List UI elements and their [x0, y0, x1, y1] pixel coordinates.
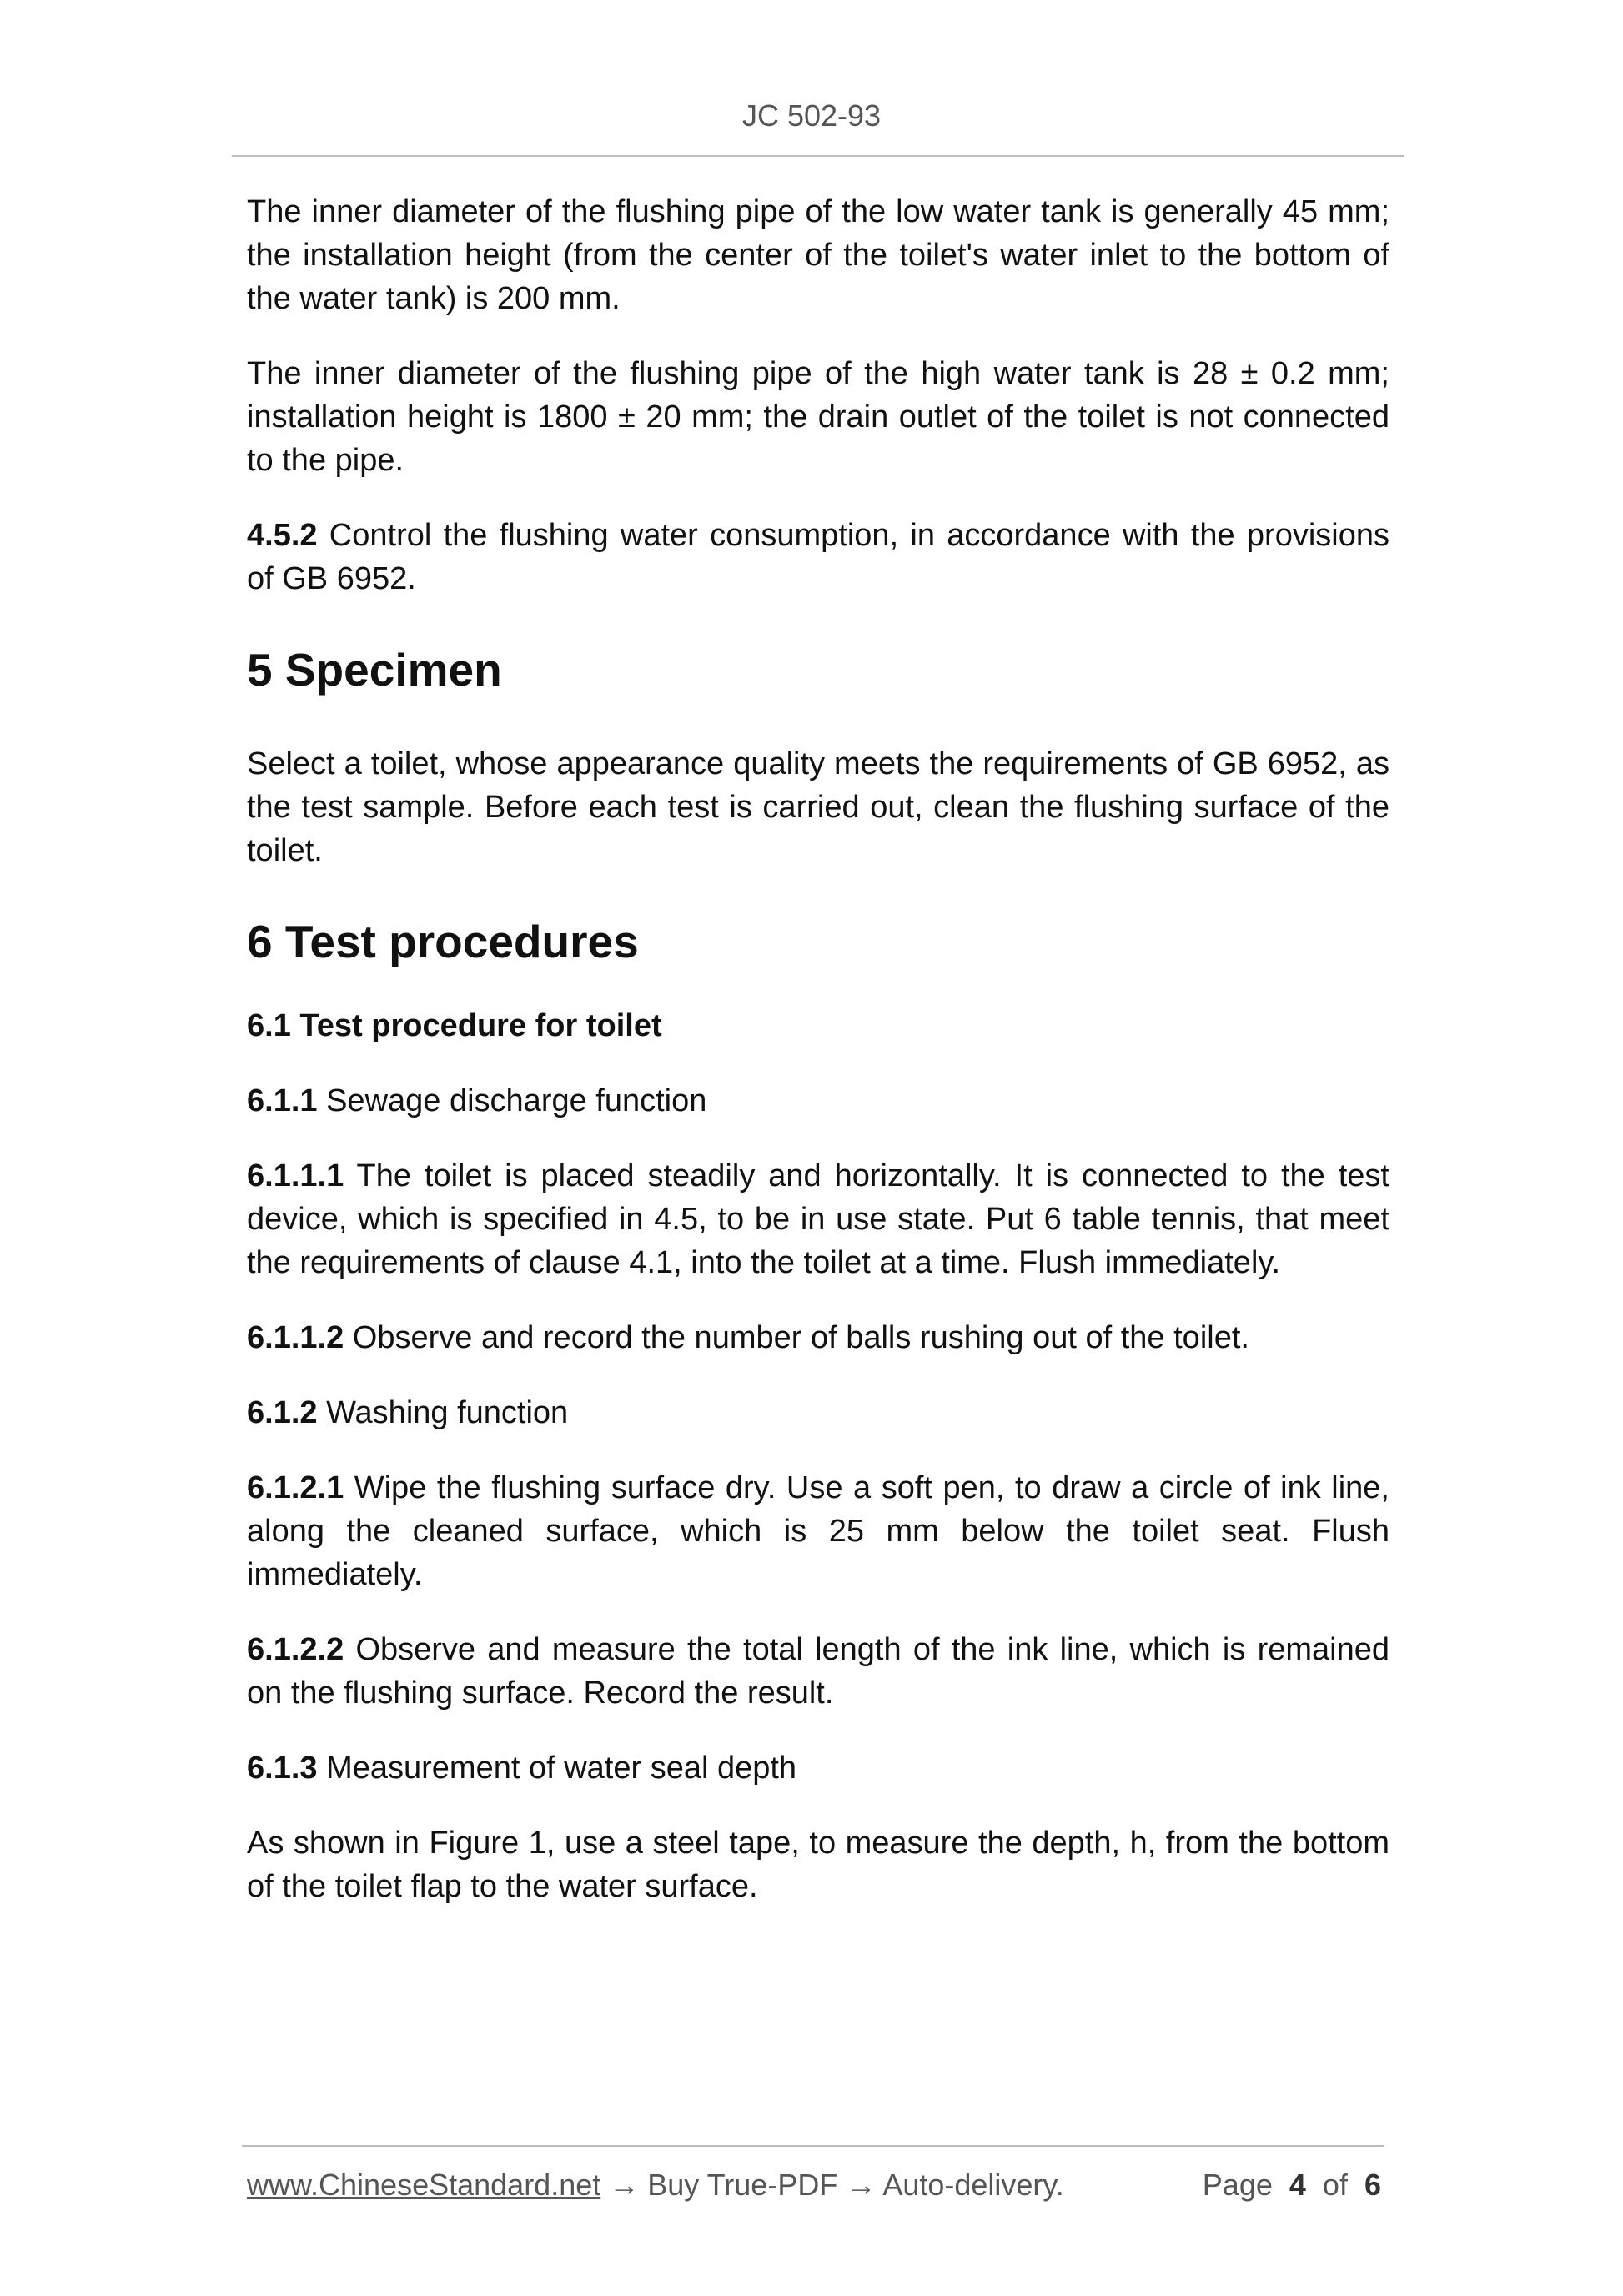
clause-6-1-1-2 [247, 1316, 1389, 1359]
clause-number: 6.1.2.1 [247, 1470, 344, 1505]
paragraph-high-water-tank: The inner diameter of the flushing pipe of the high water tank is 28 ± 0.2 mm; installation height is 1800 ± 20 mm; the drain outlet of the toilet is not connected to the pipe. [247, 356, 1389, 478]
paragraph-water-seal-measurement: As shown in Figure 1, use a steel tape, to measure the depth, h, from the bottom of the toilet flap to the water surface. [247, 1826, 1389, 1904]
page-content [247, 190, 1389, 1908]
current-page-number: 4 [1289, 2168, 1306, 2202]
page-indicator [1203, 2168, 1381, 2203]
clause-number: 4.5.2 [247, 518, 318, 553]
clause-4-5-2 [247, 514, 1389, 600]
clause-6-1-2-2 [247, 1628, 1389, 1715]
paragraph-low-water-tank: The inner diameter of the flushing pipe of the low water tank is generally 45 mm; the installation height (from the center of the toilet's water inlet to the bottom of the water tank) is 200 mm. [247, 194, 1389, 316]
website-link[interactable]: www.ChineseStandard.net [247, 2168, 601, 2202]
footer-divider [242, 2145, 1384, 2147]
clause-number: 6.1.1 [247, 1083, 318, 1118]
clause-number: 6.1.3 [247, 1751, 318, 1786]
clause-text: Sewage discharge function [317, 1083, 707, 1118]
subsection-6-1-heading: 6.1 Test procedure for toilet [247, 1008, 662, 1043]
clause-text: Wipe the flushing surface dry. Use a soft pen, to draw a circle of ink line, along the cleaned surface, which is 25 mm below the toilet seat. Flush immediately. [247, 1470, 1389, 1592]
of-label: of [1322, 2168, 1348, 2202]
clause-number: 6.1.1.1 [247, 1158, 344, 1193]
page-label: Page [1202, 2168, 1273, 2202]
clause-6-1-1 [247, 1079, 1389, 1123]
footer-tagline: → Buy True-PDF → Auto-delivery. [600, 2168, 1064, 2202]
clause-number: 6.1.1.2 [247, 1320, 344, 1355]
clause-number: 6.1.2 [247, 1395, 318, 1430]
clause-6-1-2 [247, 1391, 1389, 1434]
section-5-heading: 5 Specimen [247, 644, 502, 696]
clause-6-1-3 [247, 1746, 1389, 1790]
clause-text: Measurement of water seal depth [317, 1751, 797, 1786]
section-6-heading: 6 Test procedures [247, 916, 639, 967]
clause-text: Observe and record the number of balls rushing out of the toilet. [344, 1320, 1249, 1355]
clause-text: Washing function [317, 1395, 569, 1430]
clause-text: Observe and measure the total length of the ink line, which is remained on the flushing surface. Record the result. [247, 1632, 1389, 1711]
header-divider [232, 155, 1404, 157]
clause-text: The toilet is placed steadily and horizontally. It is connected to the test device, which is specified in 4.5, to be in use state. Put 6 table tennis, that meet the requirements of clause 4.1, into the toilet at a time. Flush immediately. [247, 1158, 1389, 1280]
clause-number: 6.1.2.2 [247, 1632, 344, 1667]
total-pages: 6 [1364, 2168, 1381, 2202]
document-code-header: JC 502-93 [741, 98, 882, 133]
clause-text: Control the flushing water consumption, in accordance with the provisions of GB 6952. [247, 518, 1389, 596]
footer-promo [247, 2168, 1064, 2203]
clause-6-1-1-1 [247, 1154, 1389, 1284]
paragraph-specimen: Select a toilet, whose appearance quality meets the requirements of GB 6952, as the test sample. Before each test is carried out, clean the flushing surface of the toilet. [247, 746, 1389, 868]
clause-6-1-2-1 [247, 1466, 1389, 1596]
